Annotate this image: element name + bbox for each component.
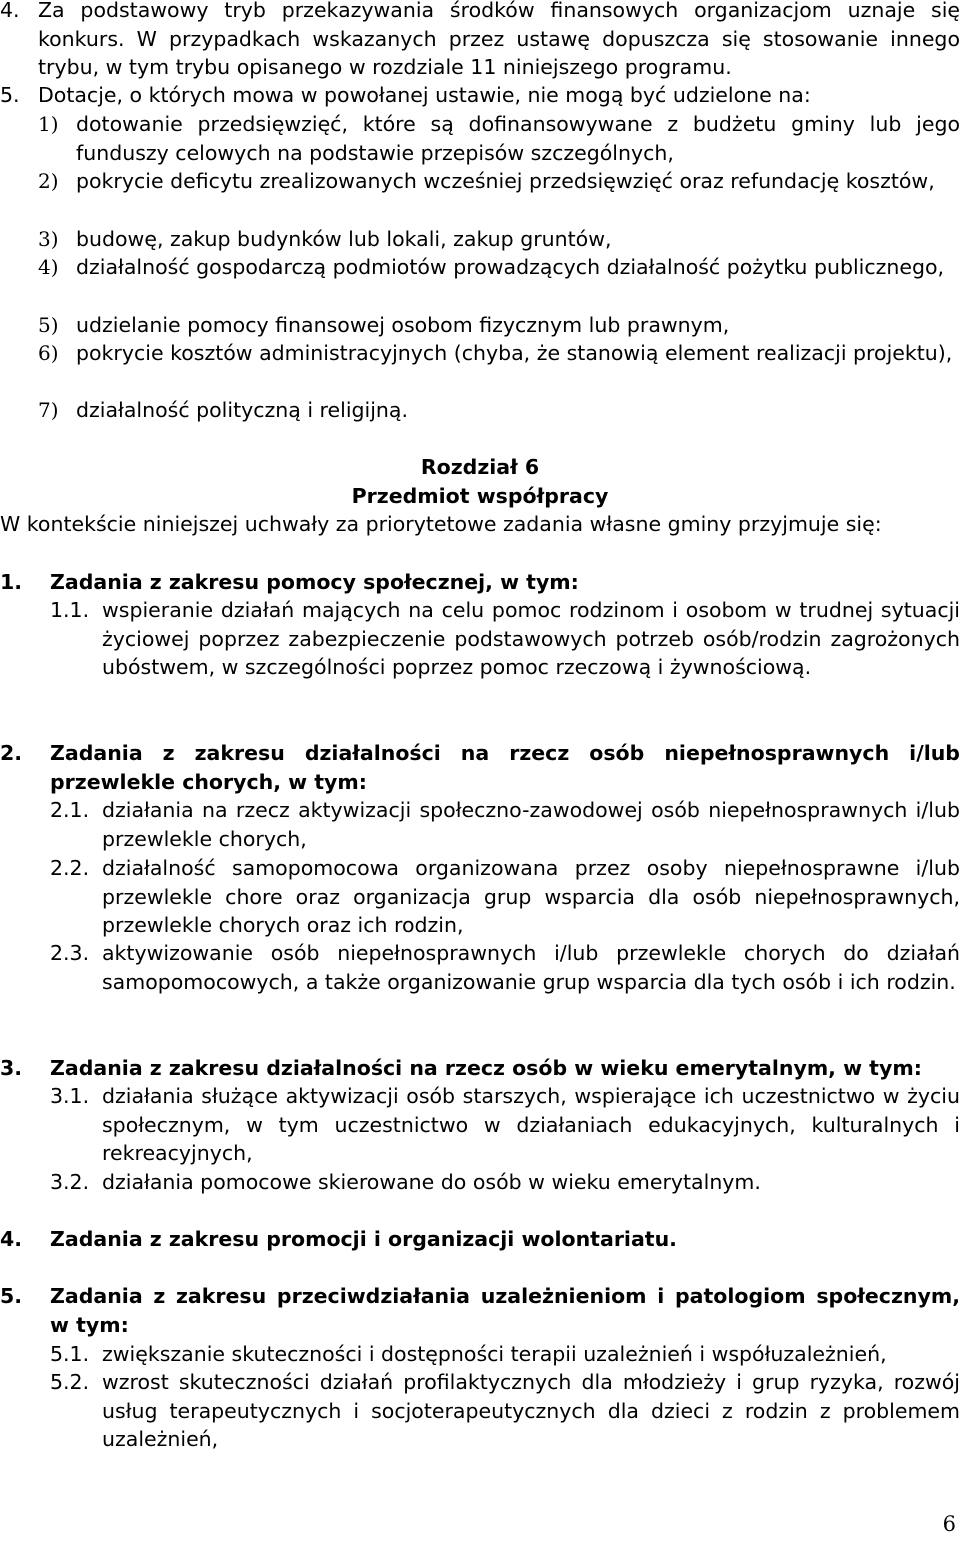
item-number: 5. <box>0 83 20 107</box>
list-item <box>50 1368 960 1454</box>
task-heading-1 <box>0 568 960 597</box>
task-title: Zadania z zakresu promocji i organizacji wolontariatu. <box>50 1227 677 1251</box>
subitem-number: 2.1. <box>50 798 90 822</box>
list-item <box>38 253 960 282</box>
subitem-text: aktywizowanie osób niepełnosprawnych i/lub przewlekle chorych do działań samopomocowych, a także organizowanie grup wsparcia dla tych osób i ich rodzin. <box>102 941 960 994</box>
point-number: 3) <box>38 227 59 251</box>
intro-item-4 <box>0 0 960 82</box>
subitem-number: 3.1. <box>50 1084 90 1108</box>
subitem-text: wspieranie działań mających na celu pomoc rodzinom i osobom w trudnej sytuacji życiowej poprzez zabezpieczenie podstawowych potrzeb osób/rodzin zagrożonych ubóstwem, w szczególności poprzez pomoc rzeczową i żywnościową. <box>102 598 960 680</box>
task-heading-2 <box>0 739 960 796</box>
subitem-number: 2.2. <box>50 856 90 880</box>
chapter-subtitle: Przedmiot współpracy <box>351 484 609 508</box>
task-number: 5. <box>0 1284 23 1308</box>
intro-item-5 <box>0 81 960 110</box>
list-item <box>50 796 960 853</box>
list-item <box>38 311 960 340</box>
point-text: dotowanie przedsięwzięć, które są dofinansowywane z budżetu gminy lub jego funduszy celowych na podstawie przepisów szczególnych, <box>76 112 960 165</box>
item-text: Dotacje, o których mowa w powołanej ustawie, nie mogą być udzielone na: <box>38 83 811 107</box>
point-number: 1) <box>38 112 59 136</box>
task-number: 1. <box>0 570 23 594</box>
point-text: udzielanie pomocy finansowej osobom fizycznym lub prawnym, <box>76 313 730 337</box>
chapter-lead: W kontekście niniejszej uchwały za priorytetowe zadania własne gminy przyjmuje się: <box>0 512 882 536</box>
task-heading-4 <box>0 1225 960 1254</box>
chapter-title: Rozdział 6 <box>420 455 540 479</box>
task-title: Zadania z zakresu przeciwdziałania uzależnieniom i patologiom społecznym, w tym: <box>50 1284 960 1337</box>
subitem-text: zwiększanie skuteczności i dostępności terapii uzależnień i współuzależnień, <box>102 1342 887 1366</box>
list-item <box>38 225 960 254</box>
task-number: 2. <box>0 741 23 765</box>
list-item <box>50 854 960 940</box>
subitem-number: 1.1. <box>50 598 90 622</box>
subitem-text: działania na rzecz aktywizacji społeczno-zawodowej osób niepełnosprawnych i/lub przewlekle chorych, <box>102 798 960 851</box>
subitem-text: działania służące aktywizacji osób starszych, wspierające ich uczestnictwo w życiu społecznym, w tym uczestnictwo w działaniach edukacyjnych, kulturalnych i rekreacyjnych, <box>102 1084 960 1166</box>
list-item <box>38 339 960 368</box>
list-item <box>50 1340 960 1369</box>
point-number: 7) <box>38 398 59 422</box>
point-number: 4) <box>38 255 59 279</box>
list-item <box>50 596 960 682</box>
subitem-number: 2.3. <box>50 941 90 965</box>
task-title: Zadania z zakresu pomocy społecznej, w tym: <box>50 570 579 594</box>
list-item <box>38 110 960 167</box>
list-item <box>50 1168 960 1197</box>
list-item <box>38 396 960 425</box>
point-text: pokrycie deficytu zrealizowanych wcześniej przedsięwzięć oraz refundację kosztów, <box>76 169 935 193</box>
point-text: budowę, zakup budynków lub lokali, zakup gruntów, <box>76 227 612 251</box>
list-item <box>50 1082 960 1168</box>
task-heading-3 <box>0 1054 960 1083</box>
subitem-text: wzrost skuteczności działań profilaktycznych dla młodzieży i grup ryzyka, rozwój usług terapeutycznych i socjoterapeutycznych dla dzieci z rodzin z problemem uzależnień, <box>102 1370 960 1452</box>
subitem-text: działalność samopomocowa organizowana przez osoby niepełnosprawne i/lub przewlekle chore oraz organizacja grup wsparcia dla osób niepełnosprawnych, przewlekle chorych oraz ich rodzin, <box>102 856 960 938</box>
subitem-text: działania pomocowe skierowane do osób w wieku emerytalnym. <box>102 1170 761 1194</box>
task-title: Zadania z zakresu działalności na rzecz osób w wieku emerytalnym, w tym: <box>50 1056 922 1080</box>
subitem-number: 5.2. <box>50 1370 90 1394</box>
point-text: działalność gospodarczą podmiotów prowadzących działalność pożytku publicznego, <box>76 255 945 279</box>
list-item <box>50 939 960 996</box>
task-number: 3. <box>0 1056 23 1080</box>
list-item <box>38 167 960 196</box>
item-number: 4. <box>0 0 20 22</box>
task-title: Zadania z zakresu działalności na rzecz osób niepełnosprawnych i/lub przewlekle chorych, w tym: <box>50 741 960 794</box>
item-text: Za podstawowy tryb przekazywania środków finansowych organizacjom uznaje się konkurs. W przypadkach wskazanych przez ustawę dopuszcza się stosowanie innego trybu, w tym trybu opisanego w rozdziale 11 niniejszego programu. <box>38 0 960 80</box>
subitem-number: 5.1. <box>50 1342 90 1366</box>
point-number: 5) <box>38 313 59 337</box>
point-number: 2) <box>38 169 59 193</box>
point-number: 6) <box>38 341 59 365</box>
task-heading-5 <box>0 1282 960 1339</box>
point-text: działalność polityczną i religijną. <box>76 398 409 422</box>
task-number: 4. <box>0 1227 23 1251</box>
page-number: 6 <box>942 1512 956 1536</box>
point-text: pokrycie kosztów administracyjnych (chyba, że stanowią element realizacji projektu), <box>76 341 953 365</box>
subitem-number: 3.2. <box>50 1170 90 1194</box>
